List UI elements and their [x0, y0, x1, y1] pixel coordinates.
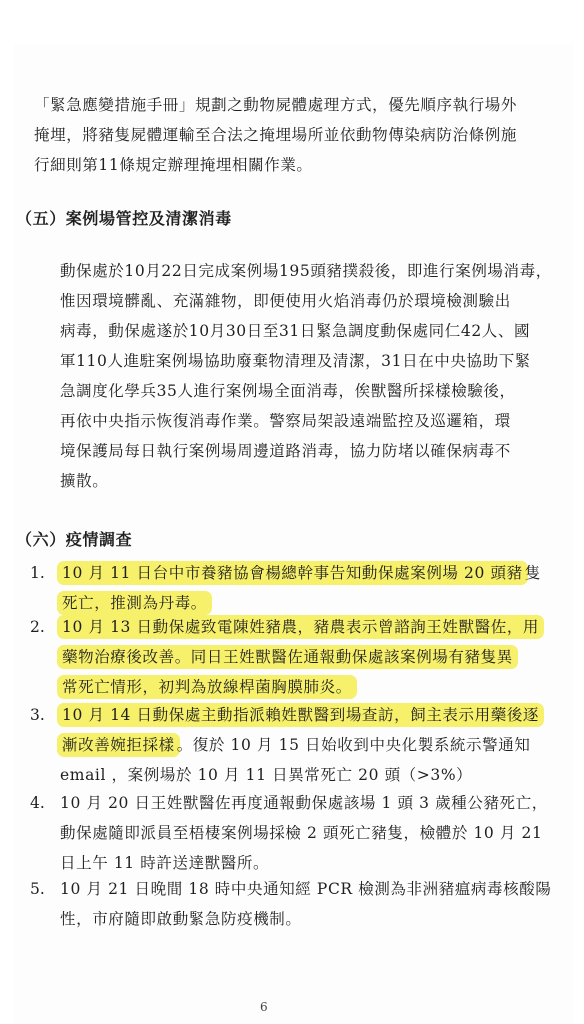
- list-item: [60, 788, 548, 878]
- section5-line: 動保處於10月22日完成案例場195頭豬撲殺後，即進行案例場消毒，: [60, 262, 552, 280]
- list-item-number: 3.: [30, 706, 45, 724]
- top-bar: [0, 0, 584, 44]
- plain-text: 10 月 20 日王姓獸醫佐再度通報動保處該場 1 頭 3 歲種公豬死亡，: [60, 794, 548, 812]
- section5-line: 惟因環境髒亂、充滿雜物，即便使用火焰消毒仍於環境檢測驗出: [60, 292, 511, 310]
- section5-paragraph: [60, 256, 552, 496]
- list-item: [60, 874, 551, 934]
- list-item-number: 2.: [30, 618, 45, 636]
- highlighted-text: 10 月 13 日動保處致電陳姓豬農，豬農表示曾諮詢王姓獸醫佐，用: [62, 618, 540, 636]
- highlighted-text: 漸改善婉拒採樣: [62, 736, 175, 754]
- highlighted-text: 10 月 11 日台中市養豬協會楊總幹事告知動保處案例場 20 頭豬: [62, 564, 523, 582]
- page-number: 6: [260, 1000, 268, 1014]
- plain-text: email ，案例場於 10 月 11 日異常死亡 20 頭（>3%）: [60, 766, 473, 784]
- plain-text: 日上午 11 時許送達獸醫所。: [60, 854, 270, 872]
- section5-line: 擴散。: [60, 472, 109, 490]
- plain-text: 。復於 10 月 15 日始收到中央化製系統示警通知: [176, 736, 531, 754]
- document-page: [14, 44, 574, 1024]
- intro-paragraph: [34, 90, 517, 180]
- list-item: [60, 558, 541, 618]
- section5-line: 境保護局每日執行案例場周邊道路消毒，協力防堵以確保病毒不: [60, 442, 511, 460]
- highlighted-text: 死亡，推測為丹毒。: [62, 594, 207, 612]
- plain-text: 動保處隨即派員至梧棲案例場採檢 2 頭死亡豬隻，檢體於 10 月 21: [60, 824, 543, 842]
- list-item: [60, 612, 541, 702]
- section5-line: 軍110人進駐案例場協助廢棄物清理及清潔，31日在中央協助下緊: [60, 352, 531, 370]
- plain-text: 性，市府隨即啟動緊急防疫機制。: [60, 910, 302, 928]
- section5-line: 病毒，動保處遂於10月30日至31日緊急調度動保處同仁42人、國: [60, 322, 531, 340]
- section6-heading: （六）疫情調查: [16, 530, 133, 549]
- intro-line: 「緊急應變措施手冊」規劃之動物屍體處理方式，優先順序執行場外: [34, 96, 518, 114]
- list-item-number: 4.: [30, 794, 45, 812]
- intro-line: 行細則第11條規定辦理掩埋相關作業。: [34, 156, 313, 174]
- plain-text: 10 月 21 日晚間 18 時中央通知經 PCR 檢測為非洲豬瘟病毒核酸陽: [60, 880, 552, 898]
- plain-text: 隻: [524, 564, 541, 582]
- section5-line: 再依中央指示恢復消毒作業。警察局架設遠端監控及巡邏箱，環: [60, 412, 511, 430]
- intro-line: 掩埋，將豬隻屍體運輸至合法之掩埋場所並依動物傳染病防治條例施: [34, 126, 518, 144]
- highlighted-text: 10 月 14 日動保處主動指派賴姓獸醫到場查訪，飼主表示用藥後逐: [62, 706, 540, 724]
- list-item-number: 5.: [30, 880, 45, 898]
- section5-heading: （五）案例場管控及清潔消毒: [16, 209, 232, 228]
- list-item: [60, 700, 541, 790]
- list-item-number: 1.: [30, 564, 45, 582]
- section5-line: 急調度化學兵35人進行案例場全面消毒，俟獸醫所採樣檢驗後，: [60, 382, 516, 400]
- highlighted-text: 藥物治療後改善。同日王姓獸醫佐通報動保處該案例場有豬隻異: [62, 648, 513, 666]
- highlighted-text: 常死亡情形，初判為放線桿菌胸膜肺炎。: [62, 678, 352, 696]
